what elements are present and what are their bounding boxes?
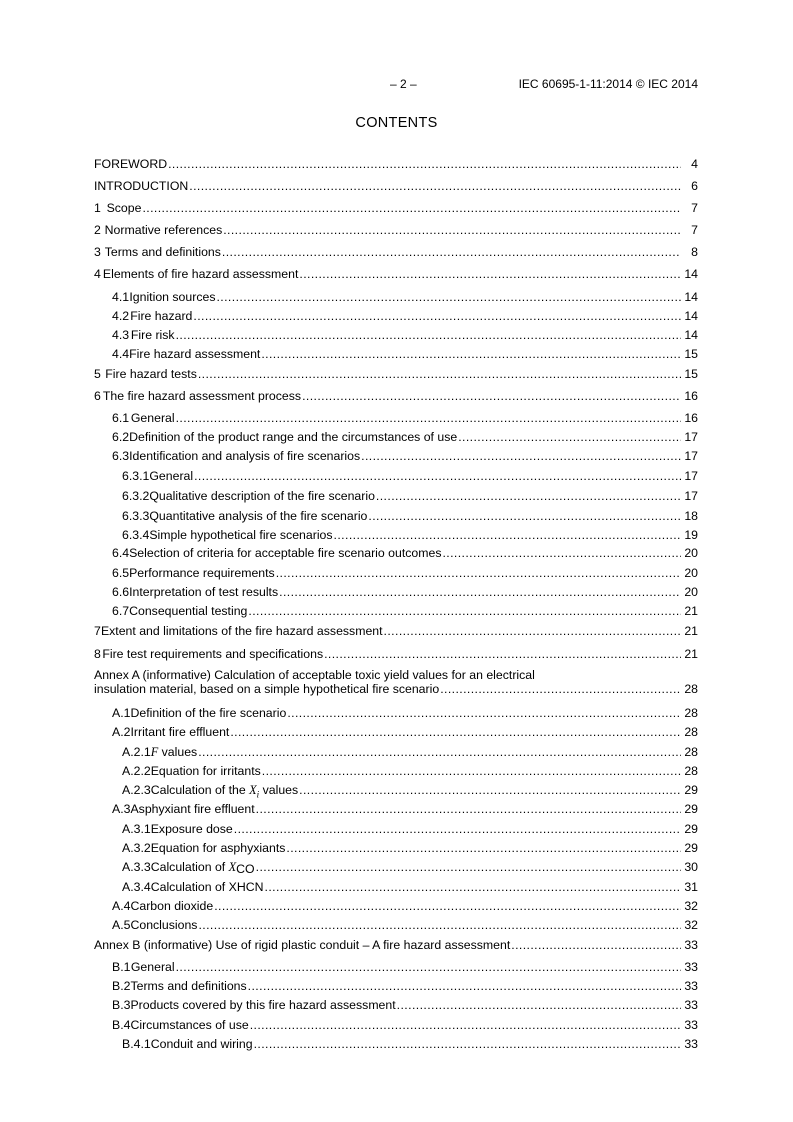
toc-entry-page: 30 bbox=[684, 860, 698, 874]
dot-leader bbox=[194, 469, 681, 483]
toc-entry-label: Calculation of XCO bbox=[150, 860, 255, 876]
toc-entry-number: 2 bbox=[94, 223, 101, 237]
toc-entry-label: Equation for irritants bbox=[150, 764, 261, 778]
toc-entry-page: 7 bbox=[691, 201, 698, 215]
toc-entry-label: insulation material, based on a simple hypothetical fire scenario bbox=[94, 682, 440, 696]
toc-entry-number: A.2.1 bbox=[122, 745, 151, 759]
toc-entry-page: 29 bbox=[684, 783, 698, 797]
toc-entry-number: 4.3 bbox=[112, 328, 130, 342]
toc-entry-label: Fire hazard tests bbox=[105, 367, 197, 381]
toc-entry[interactable] bbox=[94, 880, 698, 894]
toc-entry-label: Scope bbox=[106, 201, 142, 215]
dot-leader bbox=[254, 1037, 681, 1051]
toc-entry[interactable] bbox=[94, 841, 698, 855]
dot-leader bbox=[265, 880, 682, 894]
toc-entry-page: 29 bbox=[684, 841, 698, 855]
toc-entry-page: 15 bbox=[684, 367, 698, 381]
toc-entry[interactable] bbox=[94, 411, 698, 425]
dot-leader bbox=[279, 585, 681, 599]
toc-entry-number: 4.1 bbox=[112, 290, 130, 304]
toc-entry-number: B.2 bbox=[112, 979, 131, 993]
toc-entry-page: 33 bbox=[684, 1018, 698, 1032]
toc-entry[interactable] bbox=[94, 647, 698, 661]
toc-entry-label: Conduit and wiring bbox=[150, 1037, 253, 1051]
toc-entry-line2 bbox=[94, 682, 698, 696]
toc-entry-number: 6.4 bbox=[112, 546, 130, 560]
dot-leader bbox=[262, 764, 681, 778]
toc-entry-page: 17 bbox=[684, 489, 698, 503]
dot-leader bbox=[176, 960, 681, 974]
toc-entry-label: General bbox=[149, 469, 194, 483]
toc-entry-number: A.4 bbox=[112, 899, 131, 913]
toc-entry-label: Interpretation of test results bbox=[129, 585, 279, 599]
toc-entry-number: 1 bbox=[94, 201, 101, 215]
toc-entry-page: 33 bbox=[684, 1037, 698, 1051]
toc-entry-page: 18 bbox=[684, 509, 698, 523]
toc-entry-page: 14 bbox=[684, 328, 698, 342]
toc-entry-page: 21 bbox=[684, 624, 698, 638]
toc-entry-number: A.2.3 bbox=[122, 783, 151, 797]
toc-entry[interactable] bbox=[94, 546, 698, 560]
toc-entry-number: 4.4 bbox=[112, 347, 130, 361]
dot-leader bbox=[248, 979, 681, 993]
toc-entry-number: 6.5 bbox=[112, 566, 130, 580]
toc-entry[interactable] bbox=[94, 960, 698, 974]
toc-entry-number: 4.2 bbox=[112, 309, 130, 323]
toc-entry-number: B.1 bbox=[112, 960, 131, 974]
dot-leader bbox=[334, 528, 681, 542]
toc-entry-page: 4 bbox=[691, 157, 698, 171]
toc-entry-label: Simple hypothetical fire scenarios bbox=[149, 528, 333, 542]
dot-leader bbox=[458, 430, 681, 444]
toc-entry-page: 28 bbox=[684, 682, 698, 696]
toc-entry-label: Circumstances of use bbox=[130, 1018, 249, 1032]
toc-entry-label: Fire hazard assessment bbox=[129, 347, 261, 361]
dot-leader bbox=[193, 309, 681, 323]
toc-entry-label: FOREWORD bbox=[94, 157, 168, 171]
dot-leader bbox=[299, 267, 681, 281]
toc-entry-label: Annex B (informative) Use of rigid plastic conduit – A fire hazard assessment bbox=[94, 938, 511, 952]
toc-entry[interactable] bbox=[94, 979, 698, 993]
toc-entry-number: 6 bbox=[94, 389, 101, 403]
toc-entry[interactable] bbox=[94, 469, 698, 483]
toc-entry[interactable] bbox=[94, 157, 698, 171]
toc-entry[interactable] bbox=[94, 328, 698, 342]
dot-leader bbox=[142, 201, 681, 215]
toc-entry[interactable] bbox=[94, 367, 698, 381]
toc-entry-label: Performance requirements bbox=[129, 566, 275, 580]
toc-entry-number: B.3 bbox=[112, 998, 131, 1012]
toc-entry-number: 6.3.4 bbox=[122, 528, 150, 542]
dot-leader bbox=[440, 682, 681, 696]
math-symbol: F bbox=[150, 745, 159, 759]
toc-entry[interactable] bbox=[94, 668, 698, 696]
toc-entry-page: 21 bbox=[684, 604, 698, 618]
toc-entry-number: A.2 bbox=[112, 725, 131, 739]
toc-entry-number: A.3.3 bbox=[122, 860, 151, 874]
toc-entry[interactable] bbox=[94, 201, 698, 215]
dot-leader bbox=[299, 783, 681, 797]
toc-entry-label: Ignition sources bbox=[129, 290, 216, 304]
toc-entry-number: 8 bbox=[94, 647, 101, 661]
toc-entry-number: 6.3.3 bbox=[122, 509, 150, 523]
toc-entry-page: 28 bbox=[684, 706, 698, 720]
toc-entry-page: 29 bbox=[684, 802, 698, 816]
toc-entry[interactable] bbox=[94, 290, 698, 304]
dot-leader bbox=[376, 489, 681, 503]
toc-entry[interactable] bbox=[94, 309, 698, 323]
toc-entry-page: 20 bbox=[684, 585, 698, 599]
toc-entry-page: 29 bbox=[684, 822, 698, 836]
toc-entry-label: Asphyxiant fire effluent bbox=[130, 802, 255, 816]
dot-leader bbox=[511, 938, 681, 952]
toc-entry[interactable] bbox=[94, 764, 698, 778]
toc-entry[interactable] bbox=[94, 489, 698, 503]
toc-entry-page: 33 bbox=[684, 998, 698, 1012]
math-subscript: i bbox=[256, 789, 260, 800]
toc-entry[interactable] bbox=[94, 509, 698, 523]
toc-entry-number: 6.3 bbox=[112, 449, 130, 463]
dot-leader bbox=[286, 841, 681, 855]
toc-entry[interactable] bbox=[94, 802, 698, 816]
dot-leader bbox=[442, 546, 681, 560]
toc-entry-number: A.2.2 bbox=[122, 764, 151, 778]
toc-entry-label: Identification and analysis of fire scenarios bbox=[129, 449, 361, 463]
toc-entry-number: 6.3.1 bbox=[122, 469, 150, 483]
toc-entry-number: 4 bbox=[94, 267, 101, 281]
toc-entry-number: 7 bbox=[94, 624, 101, 638]
toc-entry-page: 33 bbox=[684, 938, 698, 952]
toc-entry[interactable] bbox=[94, 1037, 698, 1051]
dot-leader bbox=[302, 389, 681, 403]
toc-entry-page: 32 bbox=[684, 899, 698, 913]
toc-entry-label: Terms and definitions bbox=[104, 245, 221, 259]
toc-entry[interactable] bbox=[94, 783, 698, 799]
toc-entry-label: Quantitative analysis of the fire scenario bbox=[149, 509, 368, 523]
toc-entry-number: 6.6 bbox=[112, 585, 130, 599]
dot-leader bbox=[261, 347, 681, 361]
toc-entry[interactable] bbox=[94, 528, 698, 542]
toc-entry-number: B.4.1 bbox=[122, 1037, 151, 1051]
toc-entry-label: Terms and definitions bbox=[130, 979, 247, 993]
toc-entry-page: 28 bbox=[684, 725, 698, 739]
toc-entry-label: Qualitative description of the fire scenario bbox=[149, 489, 375, 503]
dot-leader bbox=[276, 566, 681, 580]
math-symbol: X bbox=[249, 783, 257, 797]
toc-entry[interactable] bbox=[94, 938, 698, 952]
toc-entry-number: 6.3.2 bbox=[122, 489, 150, 503]
toc-entry-label: Definition of the product range and the circumstances of use bbox=[129, 430, 458, 444]
toc-entry-number: A.3.2 bbox=[122, 841, 151, 855]
toc-entry[interactable] bbox=[94, 706, 698, 720]
toc-entry-label: F values bbox=[150, 745, 198, 759]
toc-entry-label: Exposure dose bbox=[150, 822, 233, 836]
toc-entry-label: Fire risk bbox=[130, 328, 175, 342]
toc-entry[interactable] bbox=[94, 179, 698, 193]
toc-entry-number: B.4 bbox=[112, 1018, 131, 1032]
toc-entry-page: 17 bbox=[684, 469, 698, 483]
toc-entry-label: Carbon dioxide bbox=[130, 899, 214, 913]
toc-entry-page: 20 bbox=[684, 546, 698, 560]
toc-entry-label: Extent and limitations of the fire hazard assessment bbox=[100, 624, 383, 638]
toc-entry-number: 6.1 bbox=[112, 411, 130, 425]
toc-entry-number: A.3.1 bbox=[122, 822, 151, 836]
dot-leader bbox=[250, 1018, 681, 1032]
toc-entry-number: 5 bbox=[94, 367, 101, 381]
toc-entry-page: 14 bbox=[684, 267, 698, 281]
document-reference: IEC 60695-1-11:2014 © IEC 2014 bbox=[518, 77, 698, 91]
toc-entry[interactable] bbox=[94, 223, 698, 237]
toc-entry-number: 3 bbox=[94, 245, 101, 259]
dot-leader bbox=[223, 223, 681, 237]
toc-entry[interactable] bbox=[94, 998, 698, 1012]
toc-entry-label: General bbox=[130, 411, 175, 425]
toc-entry[interactable] bbox=[94, 347, 698, 361]
toc-entry-label: General bbox=[130, 960, 175, 974]
toc-entry-page: 15 bbox=[684, 347, 698, 361]
toc-entry-page: 28 bbox=[684, 745, 698, 759]
toc-entry-page: 6 bbox=[691, 179, 698, 193]
toc-entry-label: INTRODUCTION bbox=[94, 179, 189, 193]
toc-entry[interactable] bbox=[94, 822, 698, 836]
toc-entry-page: 19 bbox=[684, 528, 698, 542]
toc-entry-label: Normative references bbox=[104, 223, 223, 237]
toc-entry[interactable] bbox=[94, 267, 698, 281]
toc-entry[interactable] bbox=[94, 449, 698, 463]
dot-leader bbox=[216, 290, 681, 304]
toc-entry-page: 17 bbox=[684, 449, 698, 463]
dot-leader bbox=[230, 725, 681, 739]
toc-entry-page: 14 bbox=[684, 290, 698, 304]
toc-entry-label: Calculation of the $X_i$ values bbox=[150, 783, 299, 800]
toc-entry-number: A.5 bbox=[112, 918, 131, 932]
toc-entry-page: 33 bbox=[684, 960, 698, 974]
toc-entry-number: A.3 bbox=[112, 802, 131, 816]
dot-leader bbox=[368, 509, 681, 523]
toc-entry-line1 bbox=[94, 668, 698, 682]
toc-entry-page: 16 bbox=[684, 389, 698, 403]
toc-entry[interactable] bbox=[94, 899, 698, 913]
page-title: CONTENTS bbox=[355, 115, 438, 131]
toc-entry-label: Equation for asphyxiants bbox=[150, 841, 286, 855]
toc-entry-label: Annex A (informative) Calculation of acceptable toxic yield values for an electrical bbox=[94, 668, 535, 682]
toc-entry[interactable] bbox=[94, 860, 698, 876]
toc-entry-page: 28 bbox=[684, 764, 698, 778]
toc-entry-number: 6.2 bbox=[112, 430, 130, 444]
dot-leader bbox=[384, 624, 681, 638]
toc-entry[interactable] bbox=[94, 1018, 698, 1032]
toc-entry-page: 8 bbox=[691, 245, 698, 259]
toc-entry[interactable] bbox=[94, 389, 698, 403]
toc-entry-page: 17 bbox=[684, 430, 698, 444]
dot-leader bbox=[222, 245, 681, 259]
dot-leader bbox=[198, 918, 681, 932]
toc-entry-number: A.1 bbox=[112, 706, 131, 720]
toc-entry-label: Fire hazard bbox=[130, 309, 193, 323]
dot-leader bbox=[189, 179, 681, 193]
dot-leader bbox=[287, 706, 681, 720]
dot-leader bbox=[176, 328, 681, 342]
toc-entry-label: Irritant fire effluent bbox=[130, 725, 230, 739]
dot-leader bbox=[198, 367, 681, 381]
dot-leader bbox=[214, 899, 681, 913]
dot-leader bbox=[256, 860, 681, 874]
toc-entry-label: Fire test requirements and specifications bbox=[102, 647, 324, 661]
dot-leader bbox=[324, 647, 681, 661]
toc-entry-label: Elements of fire hazard assessment bbox=[102, 267, 299, 281]
toc-entry[interactable] bbox=[94, 604, 698, 618]
toc-entry-page: 14 bbox=[684, 309, 698, 323]
toc-entry[interactable] bbox=[94, 745, 698, 760]
toc-entry-label: Products covered by this fire hazard assessment bbox=[130, 998, 396, 1012]
dot-leader bbox=[256, 802, 681, 816]
toc-entry-label: The fire hazard assessment process bbox=[102, 389, 302, 403]
toc-entry-number: A.3.4 bbox=[122, 880, 151, 894]
toc-entry[interactable] bbox=[94, 725, 698, 739]
toc-entry-page: 21 bbox=[684, 647, 698, 661]
toc-entry-label: Selection of criteria for acceptable fire scenario outcomes bbox=[129, 546, 442, 560]
toc-entry-number: 6.7 bbox=[112, 604, 130, 618]
math-subscript: CO bbox=[236, 862, 255, 876]
dot-leader bbox=[397, 998, 681, 1012]
toc-entry[interactable] bbox=[94, 624, 698, 638]
math-symbol: X bbox=[228, 860, 237, 874]
toc-entry-label: Conclusions bbox=[130, 918, 198, 932]
dot-leader bbox=[234, 822, 681, 836]
toc-entry[interactable] bbox=[94, 566, 698, 580]
toc-entry-page: 20 bbox=[684, 566, 698, 580]
toc-entry[interactable] bbox=[94, 430, 698, 444]
dot-leader bbox=[168, 157, 681, 171]
toc-entry[interactable] bbox=[94, 585, 698, 599]
toc-entry-page: 31 bbox=[684, 880, 698, 894]
page-number: – 2 – bbox=[390, 77, 417, 91]
dot-leader bbox=[176, 411, 681, 425]
toc-entry[interactable] bbox=[94, 918, 698, 932]
toc-entry-page: 32 bbox=[684, 918, 698, 932]
toc-entry-page: 33 bbox=[684, 979, 698, 993]
toc-entry-page: 16 bbox=[684, 411, 698, 425]
dot-leader bbox=[361, 449, 681, 463]
toc-entry[interactable] bbox=[94, 245, 698, 259]
dot-leader bbox=[198, 745, 681, 759]
toc-entry-label: Definition of the fire scenario bbox=[130, 706, 287, 720]
toc-entry-label: Consequential testing bbox=[129, 604, 248, 618]
dot-leader bbox=[248, 604, 681, 618]
page-header bbox=[94, 77, 698, 93]
toc-entry-label: Calculation of XHCN bbox=[150, 880, 264, 894]
toc-entry-page: 7 bbox=[691, 223, 698, 237]
